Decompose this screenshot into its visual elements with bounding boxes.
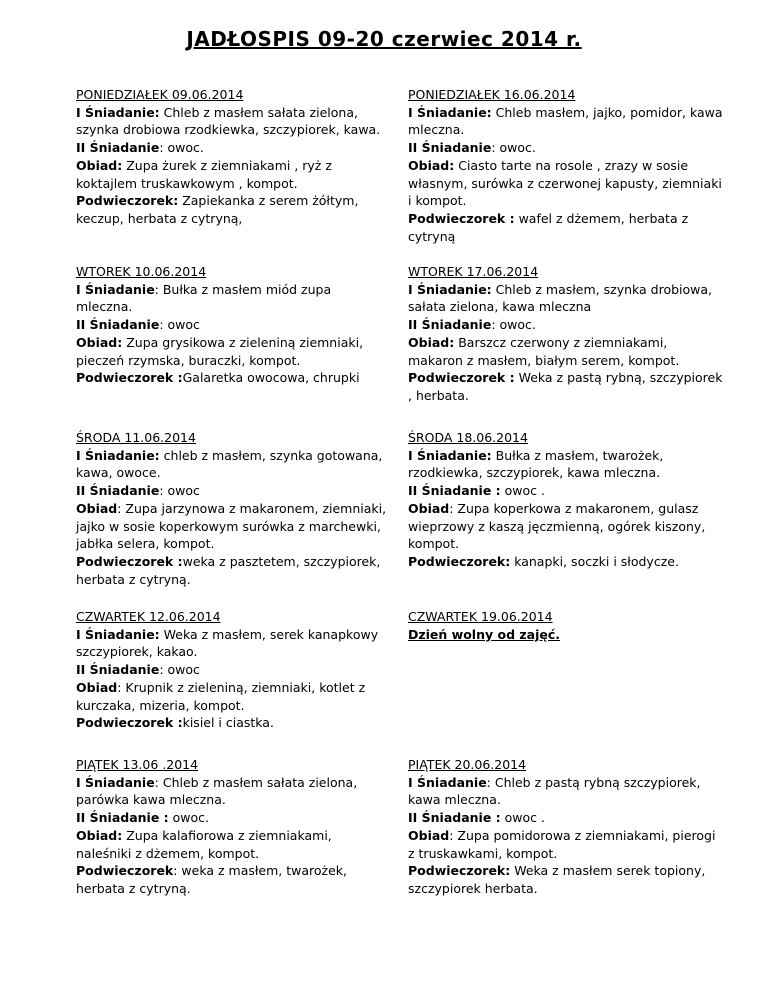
meal-entry bbox=[76, 714, 391, 732]
meal-label: II Śniadanie : bbox=[408, 810, 501, 826]
meal-text: Zupa grysikowa z zieleniną ziemniaki, pieczeń rzymska, buraczki, kompot. bbox=[76, 334, 364, 368]
meal-label: Obiad bbox=[408, 827, 450, 843]
meal-text: kanapki, soczki i słodycze. bbox=[510, 553, 679, 569]
day-block bbox=[76, 608, 391, 732]
meal-entry bbox=[76, 334, 391, 369]
meal-text: : Zupa koperkowa z makaronem, gulasz wieprzowy z kaszą jęczmienną, ogórek kiszony, kompot. bbox=[408, 500, 706, 552]
meal-entry bbox=[76, 500, 391, 553]
meal-label: Podwieczorek : bbox=[408, 210, 515, 226]
meal-label: I Śniadanie: bbox=[408, 104, 492, 120]
day-block bbox=[76, 756, 391, 898]
meal-text: : owoc bbox=[159, 317, 200, 333]
meal-entry bbox=[408, 500, 723, 553]
meal-entry bbox=[408, 862, 723, 897]
meal-label: II Śniadanie bbox=[408, 140, 492, 156]
meal-text: : owoc bbox=[159, 483, 200, 499]
meal-label: II Śniadanie : bbox=[408, 483, 501, 499]
meal-label: Podwieczorek bbox=[76, 863, 174, 879]
meal-label: Podwieczorek: bbox=[408, 553, 511, 569]
meal-text: : Zupa pomidorowa z ziemniakami, pierogi z truskawkami, kompot. bbox=[408, 827, 716, 861]
meal-text: kisiel i ciastka. bbox=[182, 715, 274, 731]
day-block bbox=[76, 263, 391, 387]
day-heading: ŚRODA 18.06.2014 bbox=[408, 430, 528, 445]
meal-text: Weka z masłem serek topiony, szczypiorek herbata. bbox=[408, 863, 706, 896]
meal-label: Obiad bbox=[76, 500, 118, 516]
meal-label: Obiad: bbox=[408, 334, 455, 350]
day-heading: PONIEDZIAŁEK 16.06.2014 bbox=[408, 87, 576, 102]
meal-label: Podwieczorek : bbox=[76, 553, 183, 569]
day-heading: PIĄTEK 13.06 .2014 bbox=[76, 757, 199, 772]
meal-text: weka z pasztetem, szczypiorek, herbata z cytryną. bbox=[76, 553, 381, 587]
meal-text: Zupa kalafiorowa z ziemniakami, naleśniki z dżemem, kompot. bbox=[76, 827, 332, 861]
meal-entry bbox=[408, 553, 723, 571]
day-heading: WTOREK 17.06.2014 bbox=[408, 264, 539, 279]
day-heading: PONIEDZIAŁEK 09.06.2014 bbox=[76, 87, 244, 102]
meal-entry bbox=[76, 553, 391, 588]
meal-label: I Śniadanie bbox=[408, 774, 487, 790]
day-block bbox=[408, 608, 723, 643]
meal-text: owoc. bbox=[168, 810, 210, 826]
meal-text: chleb z masłem, szynka gotowana, kawa, owoce. bbox=[76, 447, 383, 481]
day-heading: WTOREK 10.06.2014 bbox=[76, 264, 207, 279]
meal-label: II Śniadanie bbox=[408, 317, 492, 333]
meal-entry bbox=[76, 104, 391, 139]
meal-entry bbox=[76, 139, 391, 157]
meal-label: Podwieczorek: bbox=[408, 863, 511, 879]
meal-text: : weka z masłem, twarożek, herbata z cytryną. bbox=[76, 863, 348, 896]
meal-text: : owoc. bbox=[159, 140, 204, 156]
meal-text: Weka z pastą rybną, szczypiorek , herbata. bbox=[408, 370, 723, 403]
meal-entry bbox=[408, 139, 723, 157]
meal-text: : Chleb z masłem sałata zielona, parówka kawa mleczna. bbox=[76, 774, 358, 808]
meal-label: II Śniadanie bbox=[76, 662, 160, 678]
meal-text: owoc . bbox=[500, 483, 545, 499]
meal-label: Obiad: bbox=[408, 157, 455, 173]
meal-label: II Śniadanie bbox=[76, 317, 160, 333]
meal-label: I Śniadanie: bbox=[408, 447, 492, 463]
meal-entry bbox=[408, 447, 723, 482]
meal-label: Obiad: bbox=[76, 827, 123, 843]
meal-entry bbox=[408, 369, 723, 404]
meal-text: : Chleb z pastą rybną szczypiorek, kawa mleczna. bbox=[408, 774, 701, 808]
meal-text: : Krupnik z zieleniną, ziemniaki, kotlet z kurczaka, mizeria, kompot. bbox=[76, 679, 366, 713]
meal-entry bbox=[408, 334, 723, 369]
meal-label: Obiad bbox=[408, 500, 450, 516]
day-heading: ŚRODA 11.06.2014 bbox=[76, 430, 196, 445]
day-block bbox=[408, 429, 723, 571]
meal-label: II Śniadanie bbox=[76, 483, 160, 499]
meal-label: II Śniadanie : bbox=[76, 810, 169, 826]
meal-text: Chleb z masłem sałata zielona, szynka drobiowa rzodkiewka, szczypiorek, kawa. bbox=[76, 104, 381, 138]
meal-text: : owoc. bbox=[491, 140, 536, 156]
day-block bbox=[408, 86, 723, 245]
meal-entry bbox=[76, 447, 391, 482]
meal-text: Chleb z masłem, szynka drobiowa, sałata zielona, kawa mleczna bbox=[408, 281, 713, 315]
meal-entry bbox=[76, 157, 391, 192]
meal-label: Obiad: bbox=[76, 334, 123, 350]
day-block bbox=[408, 263, 723, 405]
meal-label: Podwieczorek: bbox=[76, 193, 179, 209]
day-heading: CZWARTEK 12.06.2014 bbox=[76, 609, 221, 624]
meal-entry bbox=[76, 661, 391, 679]
day-heading: PIĄTEK 20.06.2014 bbox=[408, 757, 527, 772]
meal-entry bbox=[408, 482, 723, 500]
meal-entry bbox=[76, 809, 391, 827]
meal-text: Galaretka owocowa, chrupki bbox=[182, 370, 360, 386]
meal-text: : Zupa jarzynowa z makaronem, ziemniaki, jajko w sosie koperkowym surówka z marchewki, jabłka selera, kompot. bbox=[76, 500, 387, 552]
meal-label: I Śniadanie: bbox=[76, 626, 160, 642]
meal-entry bbox=[76, 827, 391, 862]
meal-label: Obiad bbox=[76, 679, 118, 695]
meal-text: : Bułka z masłem miód zupa mleczna. bbox=[76, 281, 332, 315]
day-block bbox=[76, 429, 391, 588]
day-heading: CZWARTEK 19.06.2014 bbox=[408, 609, 553, 624]
meal-text: : owoc. bbox=[491, 317, 536, 333]
meal-text: : owoc bbox=[159, 662, 200, 678]
meal-entry bbox=[76, 281, 391, 316]
meal-entry bbox=[408, 774, 723, 809]
meal-text: Barszcz czerwony z ziemniakami, makaron z masłem, białym serem, kompot. bbox=[408, 334, 680, 368]
meal-entry bbox=[408, 104, 723, 139]
day-block bbox=[408, 756, 723, 898]
meal-entry bbox=[76, 316, 391, 334]
meal-entry bbox=[408, 210, 723, 245]
meal-label: II Śniadanie bbox=[76, 140, 160, 156]
meal-entry bbox=[408, 316, 723, 334]
meal-entry bbox=[408, 157, 723, 210]
meal-entry bbox=[408, 827, 723, 862]
meal-text: Bułka z masłem, twarożek, rzodkiewka, szczypiorek, kawa mleczna. bbox=[408, 447, 664, 481]
meal-text: Weka z masłem, serek kanapkowy szczypiorek, kakao. bbox=[76, 626, 379, 660]
meal-entry bbox=[408, 809, 723, 827]
meal-text: owoc . bbox=[500, 810, 545, 826]
meal-label: Podwieczorek : bbox=[76, 370, 183, 386]
meal-label: Podwieczorek : bbox=[408, 370, 515, 386]
meal-entry bbox=[76, 679, 391, 714]
meal-entry bbox=[76, 774, 391, 809]
meal-text: Zapiekanka z serem żółtym, keczup, herbata z cytryną, bbox=[76, 193, 359, 226]
meal-entry bbox=[76, 862, 391, 897]
meal-label: I Śniadanie: bbox=[76, 104, 160, 120]
meal-label: I Śniadanie bbox=[76, 281, 155, 297]
meal-label: I Śniadanie: bbox=[408, 281, 492, 297]
day-note: Dzień wolny od zajęć. bbox=[408, 626, 561, 642]
meal-text: Chleb masłem, jajko, pomidor, kawa mleczna. bbox=[408, 104, 723, 138]
meal-label: Obiad: bbox=[76, 157, 123, 173]
meal-text: Zupa żurek z ziemniakami , ryż z koktajlem truskawkowym , kompot. bbox=[76, 157, 332, 191]
meal-entry bbox=[76, 482, 391, 500]
meal-label: I Śniadanie: bbox=[76, 447, 160, 463]
meal-entry bbox=[76, 369, 391, 387]
page-title: JADŁOSPIS 09-20 czerwiec 2014 r. bbox=[186, 27, 582, 51]
meal-text: wafel z dżemem, herbata z cytryną bbox=[408, 210, 689, 244]
meal-text: Ciasto tarte na rosole , zrazy w sosie własnym, surówka z czerwonej kapusty, ziemniaki i kompot. bbox=[408, 157, 722, 209]
meal-entry bbox=[408, 281, 723, 316]
meal-label: Podwieczorek : bbox=[76, 715, 183, 731]
meal-entry bbox=[76, 626, 391, 661]
meal-entry bbox=[76, 192, 391, 227]
meal-label: I Śniadanie bbox=[76, 774, 155, 790]
day-block bbox=[76, 86, 391, 228]
